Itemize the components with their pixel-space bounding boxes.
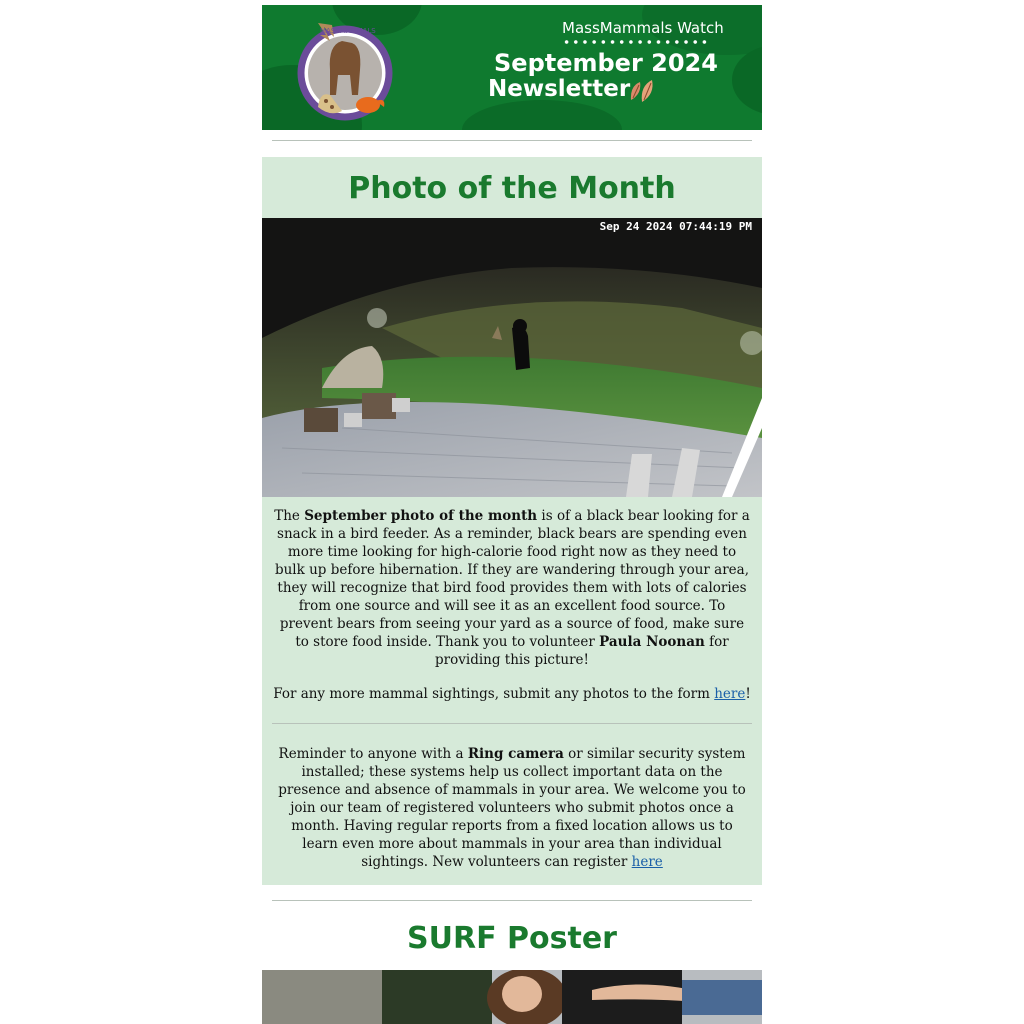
submit-form-link[interactable]: here	[714, 686, 746, 702]
submit-sightings-text	[272, 685, 752, 703]
text-span: is of a black bear looking for a snack in a bird feeder. As a reminder, black bears are spending even more time looking for high-calorie food right now as they need to bulk up before hibernation. If they are wandering through your area, they will recognize that bird food provides them with lots of calories from one source and will see it as an excellent food source. To prevent bears from seeing your yard as a source of food, make sure to store food inside. Thank you to volunteer	[274, 508, 750, 650]
leaf-icon	[628, 78, 656, 104]
text-span: for providing this picture!	[435, 634, 729, 668]
bold-text: September photo of the month	[304, 508, 538, 524]
text-span: or similar security system installed; these systems help us collect important data on the presence and absence of mammals in your area. We welcome you to join our team of registered volunteers who submit photos once a month. Having regular reports from a fixed location allows us to learn even more about mammals in your area than individual sightings. New volunteers can register	[278, 746, 746, 870]
text-span: The	[274, 508, 305, 524]
volunteer-name: Paula Noonan	[599, 634, 705, 650]
newsletter-subtitle: Newsletter	[488, 76, 631, 102]
section-heading: Photo of the Month	[348, 171, 676, 206]
register-link[interactable]: here	[631, 854, 663, 870]
text-span: For any more mammal sightings, submit any photos to the form	[273, 686, 715, 702]
divider	[272, 140, 752, 141]
newsletter	[262, 5, 762, 1024]
photo-timestamp: Sep 24 2024 07:44:19 PM	[599, 220, 752, 233]
dotted-rule	[562, 38, 708, 46]
text-span: Reminder to anyone with a	[278, 746, 468, 762]
header-banner	[262, 5, 762, 130]
brand-name: MassMammals Watch	[562, 19, 724, 37]
logo-icon	[290, 15, 400, 125]
ring-camera-reminder	[272, 745, 752, 871]
text-span: !	[745, 686, 751, 702]
surf-poster-image[interactable]	[262, 970, 762, 1024]
logo-text: MASSMAMMALS	[320, 27, 376, 35]
surf-heading: SURF Poster	[407, 921, 617, 956]
photo-of-month-section	[262, 157, 762, 885]
bold-text: Ring camera	[467, 746, 564, 762]
photo-of-month-image[interactable]	[262, 218, 762, 497]
newsletter-title: September 2024	[494, 49, 718, 77]
divider	[272, 900, 752, 901]
photo-description	[272, 507, 752, 669]
